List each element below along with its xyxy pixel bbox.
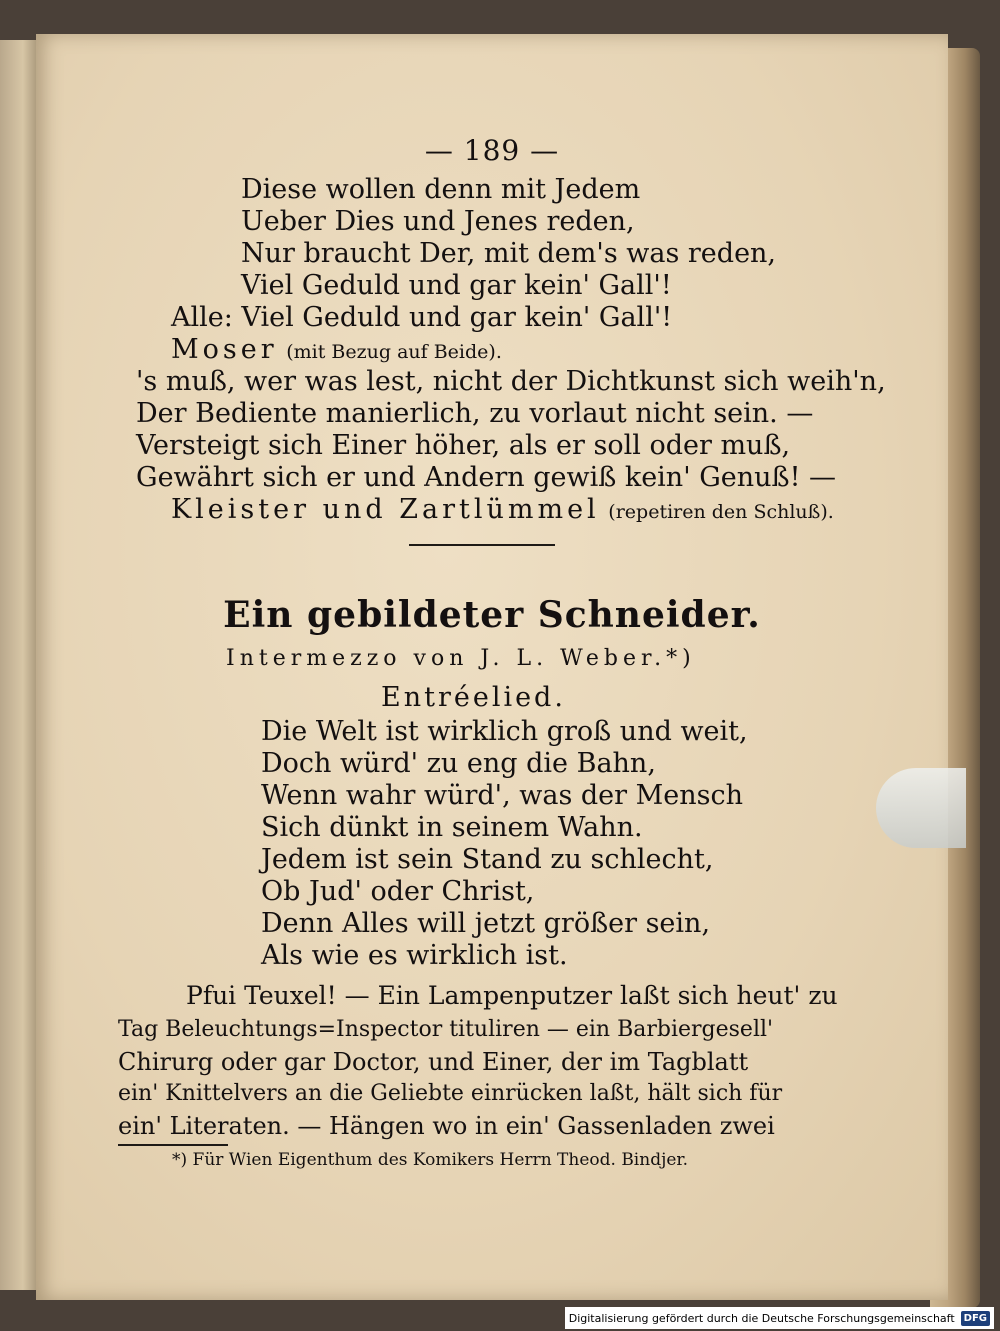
verse-line: Gewährt sich er und Andern gewiß kein' Genuß! — [136,462,836,493]
prose-line: ein' Literaten. — Hängen wo in ein' Gassenladen zwei [118,1112,775,1140]
book-page [36,34,948,1300]
verse-line: 's muß, wer was lest, nicht der Dichtkunst sich weih'n, [136,366,886,397]
speaker-name: Moser [171,334,278,365]
verse-line: Doch würd' zu eng die Bahn, [261,748,656,779]
verse-line: Viel Geduld und gar kein' Gall'! [241,270,672,301]
section-title: Ein gebildeter Schneider. [223,594,761,636]
verse-line: Wenn wahr würd', was der Mensch [261,780,744,811]
verse-line: Denn Alles will jetzt größer sein, [261,908,711,939]
speaker-names: Kleister und Zartlümmel [171,494,600,525]
speaker-line [171,334,502,368]
digitization-note: Digitalisierung gefördert durch die Deutsche Forschungsgemeinschaft [568,1311,955,1325]
song-heading: Entréelied. [381,682,566,713]
verse-line: Der Bediente manierlich, zu vorlaut nicht sein. — [136,398,814,429]
verse-line: Als wie es wirklich ist. [261,940,568,971]
prose-line: Chirurg oder gar Doctor, und Einer, der im Tagblatt [118,1048,749,1076]
verse-line: Sich dünkt in seinem Wahn. [261,812,643,843]
section-subtitle: Intermezzo von J. L. Weber.*) [226,646,696,671]
prose-line: Pfui Teuxel! — Ein Lampenputzer laßt sich heut' zu [186,981,838,1010]
prose-line: Tag Beleuchtungs=Inspector tituliren — ein Barbiergesell' [118,1017,774,1042]
footnote: *) Für Wien Eigenthum des Komikers Herrn Theod. Bindjer. [172,1150,689,1170]
verse-line: Die Welt ist wirklich groß und weit, [261,716,748,747]
verse-line: Alle: Viel Geduld und gar kein' Gall'! [171,302,673,333]
footnote-rule [118,1144,228,1146]
verse-line: Ob Jud' oder Christ, [261,876,535,907]
digitization-credit [565,1307,994,1329]
stage-direction: (mit Bezug auf Beide). [286,341,502,363]
page-number: — 189 — [424,134,560,167]
verse-line: Diese wollen denn mit Jedem [241,174,641,205]
verse-line: Ueber Dies und Jenes reden, [241,206,635,237]
stage-direction: (repetiren den Schluß). [608,501,834,523]
speaker-line [171,494,834,528]
bookmark-tab [876,768,966,848]
verse-line: Jedem ist sein Stand zu schlecht, [261,844,714,875]
prose-line: ein' Knittelvers an die Geliebte einrücken laßt, hält sich für [118,1081,783,1106]
verse-line: Nur braucht Der, mit dem's was reden, [241,238,777,269]
facing-page-edge [0,40,38,1290]
verse-line: Versteigt sich Einer höher, als er soll oder muß, [136,430,791,461]
section-divider [409,544,555,546]
dfg-logo: DFG [961,1311,990,1326]
